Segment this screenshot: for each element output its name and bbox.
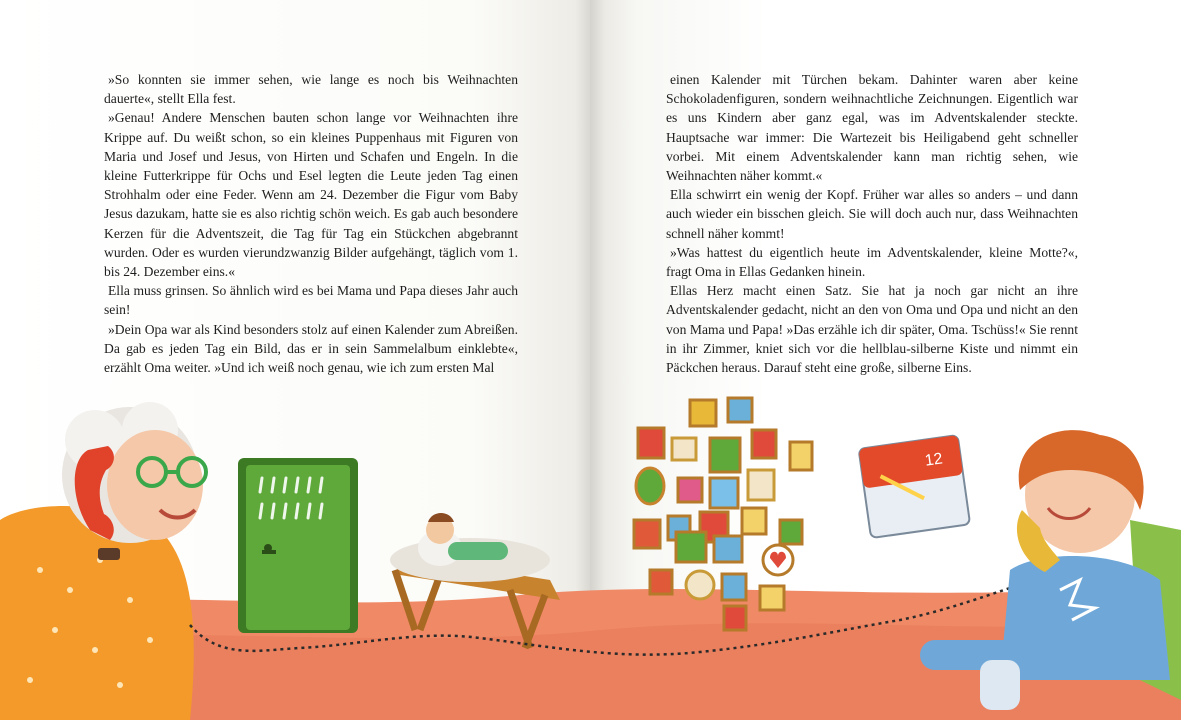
paragraph: Ellas Herz macht einen Satz. Sie hat ja noch gar nicht an ihre Adventskalender gedacht, nicht an den von Oma und Opa und nicht an den von Mama und Papa! »Das erzähle ich dir später, Oma. Tschüss!« Sie rennt in ihr Zimmer, kniet sich vor die hellblau-silberne Kiste und nimmt ein Päckchen heraus. Darauf steht eine große, silberne Eins. <box>666 283 1078 376</box>
green-door <box>238 458 358 633</box>
right-page-text <box>666 70 1078 377</box>
paragraph: »Genau! Andere Menschen bauten schon lange vor Weihnachten ihre Krippe auf. Du weißt schon, so ein kleines Puppenhaus mit Figuren von Maria und Josef und Jesus, von Hirten und Schafen und Engeln. In die kleine Futterkrippe für Ochs und Esel legten die Leute jeden Tag einen Strohhalm oder eine Feder. Wenn am 24. Dezember die Figur vom Baby Jesus dazukam, hatte sie es also richtig schön weich. Es gab auch besondere Kerzen für die Adventszeit, die Tag für Tag ein Stückchen abgebrannt wurden. Oder es wurden vierundzwanzig Bilder aufgehängt, täglich vom 1. bis 24. Dezember eins.« <box>104 110 518 280</box>
tear-off-calendar <box>859 435 971 538</box>
advent-calendar-pictures <box>634 398 812 630</box>
grandma-figure <box>0 402 206 720</box>
calendar-day-number: 12 <box>923 450 944 470</box>
paragraph: »So konnten sie immer sehen, wie lange es noch bis Weihnachten dauerte«, stellt Ella fest. <box>104 72 518 107</box>
paragraph: Ella schwirrt ein wenig der Kopf. Früher war alles so anders – und dann auch wieder ein bisschen gleich. Sie will doch auch nur, dass Weihnachten schnell näher kommt! <box>666 187 1078 241</box>
paragraph: »Dein Opa war als Kind besonders stolz auf einen Kalender zum Abreißen. Da gab es jeden Tag ein Bild, das er in sein Sammelalbum einklebte«, erzählt Oma weiter. »Und ich weiß noch genau, wie ich zum ersten Mal <box>104 321 518 376</box>
paragraph: einen Kalender mit Türchen bekam. Dahinter waren aber keine Schokoladenfiguren, sondern weihnachtliche Zeichnungen. Eigentlich war es uns Kindern aber ganz egal, was im Adventskalender steckte. Hauptsache war immer: Die Wartezeit bis Heiligabend geht schneller vorbei. Mit einem Adventskalender kann man richtig sehen, wie Weihnachten näher kommt.« <box>666 72 1078 184</box>
paragraph: »Was hattest du eigentlich heute im Adventskalender, kleine Motte?«, fragt Oma in Ellas Gedanken hinein. <box>666 244 1078 280</box>
paragraph: Ella muss grinsen. So ähnlich wird es bei Mama und Papa dieses Jahr auch sein! <box>104 283 518 318</box>
left-page-text <box>104 70 518 377</box>
illustration <box>0 380 1181 720</box>
